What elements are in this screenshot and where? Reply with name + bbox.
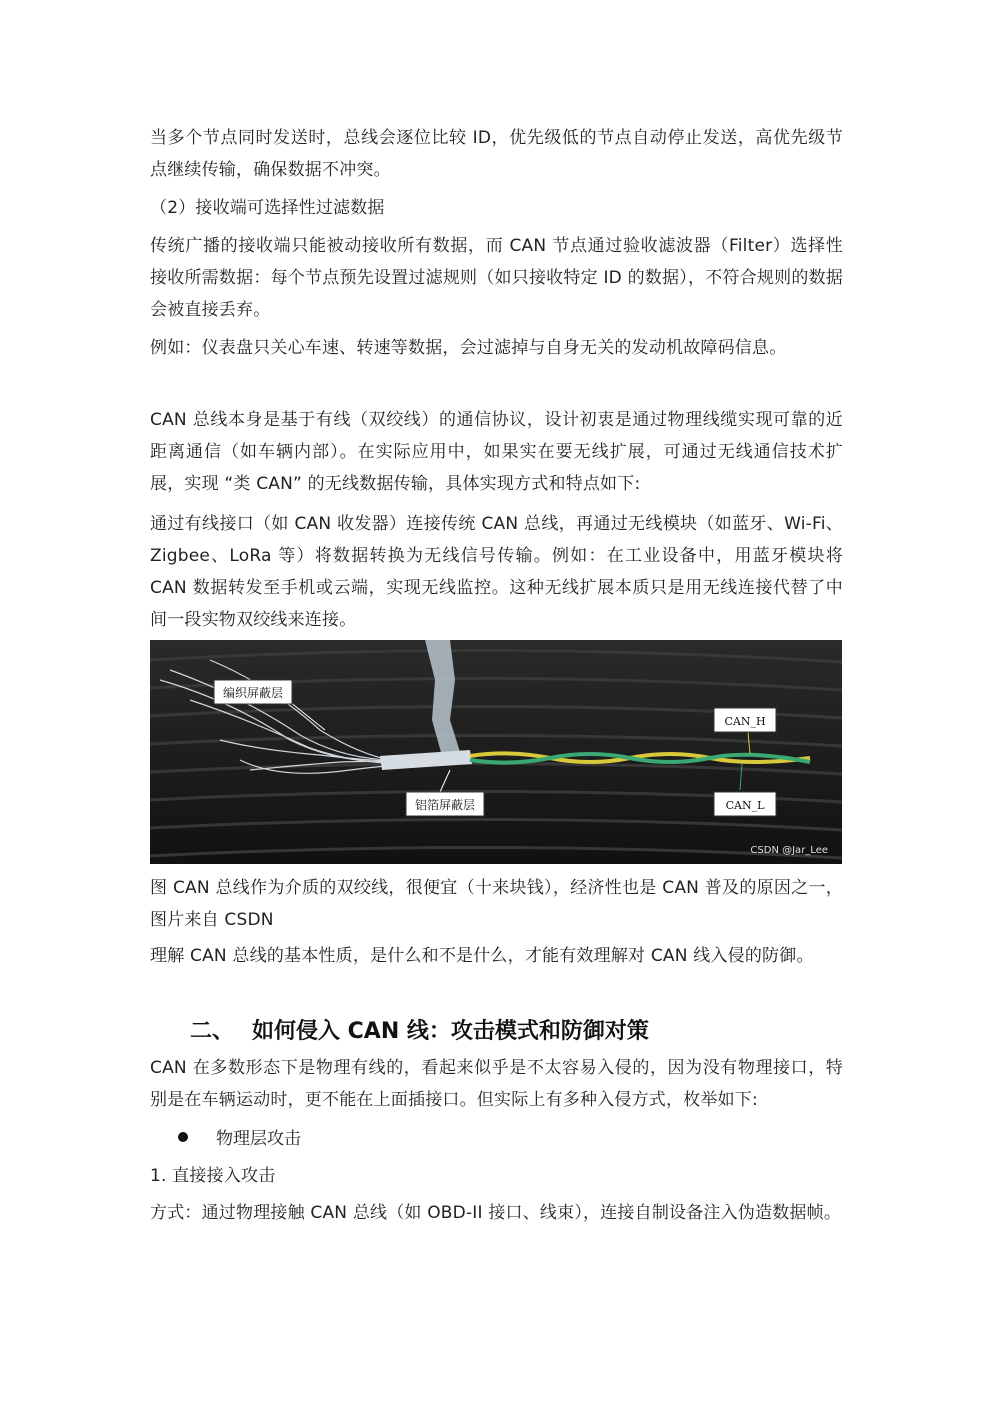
label-braid-shield: 编织屏蔽层 xyxy=(222,686,284,700)
paragraph-intrusion-intro: CAN 在多数形态下是物理有线的，看起来似乎是不太容易入侵的，因为没有物理接口，特别是在车辆运动时，更不能在上面插接口。但实际上有多种入侵方式，枚举如下: xyxy=(150,1058,843,1110)
label-foil-shield: 铝箔屏蔽层 xyxy=(414,798,476,812)
label-can-l: CAN_L xyxy=(725,799,765,812)
list-item-direct-access: 1. 直接接入攻击 xyxy=(150,1166,276,1186)
twisted-pair-photo xyxy=(150,640,842,864)
paragraph-wired-protocol: CAN 总线本身是基于有线（双绞线）的通信协议，设计初衷是通过物理线缆实现可靠的近距离通信（如车辆内部）。在实际应用中，如果实在要无线扩展，可通过无线通信技术扩展，实现 “类 CAN” 的无线数据传输，具体实现方式和特点如下: xyxy=(150,410,843,494)
section-heading xyxy=(190,1012,649,1052)
subheading-filter: （2）接收端可选择性过滤数据 xyxy=(150,198,385,218)
paragraph-understanding: 理解 CAN 总线的基本性质，是什么和不是什么，才能有效理解对 CAN 线入侵的防御。 xyxy=(150,946,814,966)
paragraph-wireless-extension: 通过有线接口（如 CAN 收发器）连接传统 CAN 总线，再通过无线模块（如蓝牙、Wi-Fi、Zigbee、LoRa 等）将数据转换为无线信号传输。例如：在工业设备中，用蓝牙模块将 CAN 数据转发至手机或云端，实现无线监控。这种无线扩展本质只是用无线连接代替了中间一段实物双绞线来连接。 xyxy=(150,514,843,630)
section-number: 二、 xyxy=(190,1019,235,1044)
paragraph-filter: 传统广播的接收端只能被动接收所有数据，而 CAN 节点通过验收滤波器（Filter）选择性接收所需数据：每个节点预先设置过滤规则（如只接收特定 ID 的数据），不符合规则的数据会被直接丢弃。 xyxy=(150,236,843,320)
photo-caption: 图 CAN 总线作为介质的双绞线，很便宜（十来块钱），经济性也是 CAN 普及的原因之一，图片来自 CSDN xyxy=(150,878,843,930)
paragraph-example: 例如：仪表盘只关心车速、转速等数据，会过滤掉与自身无关的发动机故障码信息。 xyxy=(150,338,787,358)
watermark: CSDN @Jar_Lee xyxy=(750,845,828,856)
paragraph-method: 方式：通过物理接触 CAN 总线（如 OBD-II 接口、线束），连接自制设备注入伪造数据帧。 xyxy=(150,1203,842,1223)
label-can-h: CAN_H xyxy=(724,715,766,728)
bullet-dot-icon xyxy=(178,1132,188,1142)
bullet-item xyxy=(178,1124,301,1154)
paragraph-arbitration: 当多个节点同时发送时，总线会逐位比较 ID，优先级低的节点自动停止发送，高优先级节点继续传输，确保数据不冲突。 xyxy=(150,128,843,180)
section-title: 如何侵入 CAN 线：攻击模式和防御对策 xyxy=(252,1019,649,1044)
bullet-text: 物理层攻击 xyxy=(216,1129,301,1149)
